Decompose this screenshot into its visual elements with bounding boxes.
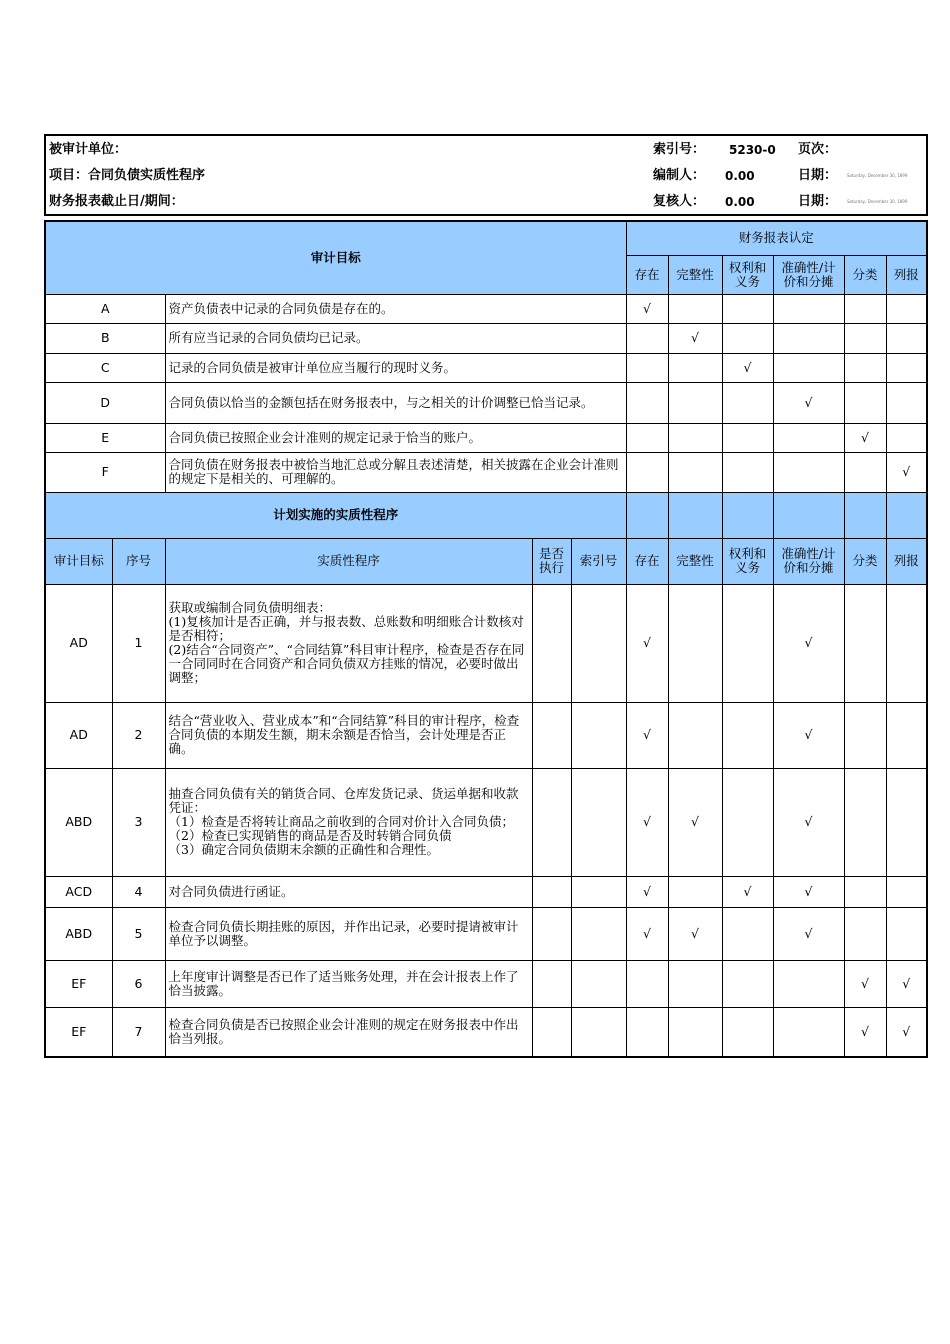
check-mark bbox=[886, 294, 927, 323]
procedure-line: 对合同负债进行函证。 bbox=[168, 883, 294, 899]
check-mark: √ bbox=[773, 768, 844, 876]
check-mark bbox=[886, 353, 927, 382]
objective-text: 合同负债在财务报表中被恰当地汇总或分解且表述清楚，相关披露在企业会计准则的规定下是相关的、可理解的。 bbox=[165, 452, 626, 492]
executed-cell bbox=[532, 907, 571, 960]
procedure-seq: 3 bbox=[112, 768, 165, 876]
check-mark bbox=[722, 1007, 773, 1057]
objective-text: 合同负债已按照企业会计准则的规定记录于恰当的账户。 bbox=[165, 423, 626, 452]
check-mark bbox=[844, 768, 886, 876]
procedures-title: 计划实施的实质性程序 bbox=[45, 492, 626, 538]
assertion-header: 存在 bbox=[626, 255, 668, 294]
column-header: 索引号 bbox=[571, 538, 626, 584]
procedure-row bbox=[45, 960, 927, 1007]
assertion-header: 分类 bbox=[844, 255, 886, 294]
check-mark: √ bbox=[626, 584, 668, 702]
procedures-header-row bbox=[45, 538, 927, 584]
assertion-header: 权利和义务 bbox=[722, 538, 773, 584]
check-mark bbox=[668, 353, 722, 382]
objective-code: B bbox=[45, 323, 165, 353]
procedure-row bbox=[45, 768, 927, 876]
assertion-header: 列报 bbox=[886, 538, 927, 584]
procedure-objective: AD bbox=[45, 702, 112, 768]
index-cell bbox=[571, 960, 626, 1007]
procedure-objective: ABD bbox=[45, 768, 112, 876]
check-mark: √ bbox=[626, 294, 668, 323]
blank-header-cell bbox=[886, 492, 927, 538]
auditee-label: 被审计单位： bbox=[49, 142, 128, 157]
objective-row bbox=[45, 452, 927, 492]
check-mark bbox=[886, 702, 927, 768]
check-mark bbox=[722, 907, 773, 960]
check-mark: √ bbox=[844, 960, 886, 1007]
date-label-1: 日期： bbox=[798, 168, 838, 183]
check-mark bbox=[844, 452, 886, 492]
check-mark bbox=[668, 294, 722, 323]
procedure-line: 抽查合同负债有关的销货合同、仓库发货记录、货运单据和收款凭证： bbox=[168, 786, 519, 815]
blank-header-cell bbox=[773, 492, 844, 538]
procedure-text bbox=[165, 702, 532, 768]
check-mark bbox=[773, 960, 844, 1007]
procedure-text bbox=[165, 876, 532, 907]
procedure-line: 获取或编制合同负债明细表： bbox=[168, 600, 332, 615]
objective-text: 资产负债表中记录的合同负债是存在的。 bbox=[165, 294, 626, 323]
procedure-seq: 1 bbox=[112, 584, 165, 702]
procedure-row bbox=[45, 702, 927, 768]
check-mark: √ bbox=[626, 876, 668, 907]
check-mark bbox=[773, 353, 844, 382]
check-mark bbox=[722, 702, 773, 768]
blank-header-cell bbox=[626, 492, 668, 538]
check-mark bbox=[626, 423, 668, 452]
index-cell bbox=[571, 1007, 626, 1057]
project-label: 项目：合同负债实质性程序 bbox=[49, 168, 206, 183]
assertion-group-title: 财务报表认定 bbox=[626, 221, 927, 255]
check-mark bbox=[886, 584, 927, 702]
procedure-row bbox=[45, 584, 927, 702]
procedure-objective: EF bbox=[45, 1007, 112, 1057]
check-mark bbox=[722, 423, 773, 452]
procedure-objective: ABD bbox=[45, 907, 112, 960]
audit-table bbox=[44, 220, 928, 1058]
executed-cell bbox=[532, 876, 571, 907]
check-mark bbox=[886, 768, 927, 876]
check-mark bbox=[626, 382, 668, 423]
index-cell bbox=[571, 768, 626, 876]
objective-row bbox=[45, 423, 927, 452]
objective-code: D bbox=[45, 382, 165, 423]
objective-text: 所有应当记录的合同负债均已记录。 bbox=[165, 323, 626, 353]
check-mark: √ bbox=[773, 907, 844, 960]
procedure-seq: 6 bbox=[112, 960, 165, 1007]
objective-code: F bbox=[45, 452, 165, 492]
procedure-text bbox=[165, 960, 532, 1007]
procedures-title-row bbox=[45, 492, 927, 538]
check-mark bbox=[722, 323, 773, 353]
check-mark bbox=[626, 960, 668, 1007]
executed-cell bbox=[532, 584, 571, 702]
procedure-text bbox=[165, 768, 532, 876]
check-mark: √ bbox=[668, 907, 722, 960]
procedure-text bbox=[165, 1007, 532, 1057]
check-mark: √ bbox=[722, 876, 773, 907]
assertion-header: 列报 bbox=[886, 255, 927, 294]
procedure-seq: 5 bbox=[112, 907, 165, 960]
date-value-2: Saturday, December 30, 1899 bbox=[847, 199, 908, 204]
procedure-objective: AD bbox=[45, 584, 112, 702]
check-mark: √ bbox=[844, 1007, 886, 1057]
check-mark bbox=[668, 702, 722, 768]
column-header: 是否执行 bbox=[532, 538, 571, 584]
objective-code: A bbox=[45, 294, 165, 323]
blank-header-cell bbox=[844, 492, 886, 538]
objective-row bbox=[45, 294, 927, 323]
objective-row bbox=[45, 353, 927, 382]
column-header: 序号 bbox=[112, 538, 165, 584]
check-mark: √ bbox=[668, 323, 722, 353]
check-mark bbox=[626, 452, 668, 492]
check-mark bbox=[722, 452, 773, 492]
objective-row bbox=[45, 382, 927, 423]
check-mark: √ bbox=[626, 768, 668, 876]
header-row-2 bbox=[46, 163, 926, 189]
objectives-header-row bbox=[45, 221, 927, 255]
preparer-value: 0.00 bbox=[725, 169, 755, 183]
executed-cell bbox=[532, 1007, 571, 1057]
assertion-header: 存在 bbox=[626, 538, 668, 584]
period-label: 财务报表截止日/期间： bbox=[49, 194, 184, 209]
check-mark bbox=[668, 1007, 722, 1057]
procedure-text bbox=[165, 584, 532, 702]
objective-text: 记录的合同负债是被审计单位应当履行的现时义务。 bbox=[165, 353, 626, 382]
check-mark: √ bbox=[626, 907, 668, 960]
assertion-header: 准确性/计价和分摊 bbox=[773, 255, 844, 294]
procedure-line: (2)结合“合同资产”、“合同结算”科目审计程序，检查是否存在同一合同同时在合同资产和合同负债双方挂账的情况，必要时做出调整； bbox=[168, 642, 525, 685]
header-row-1 bbox=[46, 137, 926, 163]
check-mark: √ bbox=[886, 452, 927, 492]
check-mark bbox=[626, 353, 668, 382]
assertion-header: 准确性/计价和分摊 bbox=[773, 538, 844, 584]
date-value-1: Saturday, December 30, 1899 bbox=[847, 173, 908, 178]
procedure-line: 结合“营业收入、营业成本”和“合同结算”科目的审计程序，检查合同负债的本期发生额，期末余额是否恰当，会计处理是否正确。 bbox=[168, 713, 520, 756]
check-mark bbox=[626, 1007, 668, 1057]
check-mark: √ bbox=[668, 768, 722, 876]
column-header: 审计目标 bbox=[45, 538, 112, 584]
check-mark: √ bbox=[773, 702, 844, 768]
executed-cell bbox=[532, 768, 571, 876]
executed-cell bbox=[532, 960, 571, 1007]
procedure-seq: 7 bbox=[112, 1007, 165, 1057]
assertion-header: 完整性 bbox=[668, 538, 722, 584]
objective-row bbox=[45, 323, 927, 353]
check-mark bbox=[886, 423, 927, 452]
check-mark bbox=[722, 960, 773, 1007]
procedure-seq: 4 bbox=[112, 876, 165, 907]
objective-code: C bbox=[45, 353, 165, 382]
index-value: 5230-0 bbox=[729, 143, 776, 157]
check-mark bbox=[668, 876, 722, 907]
check-mark bbox=[844, 907, 886, 960]
check-mark: √ bbox=[886, 960, 927, 1007]
check-mark bbox=[886, 876, 927, 907]
procedure-line: （1）检查是否将转让商品之前收到的合同对价计入合同负债； bbox=[168, 814, 514, 829]
index-cell bbox=[571, 876, 626, 907]
check-mark bbox=[773, 423, 844, 452]
procedure-line: （3）确定合同负债期末余额的正确性和合理性。 bbox=[168, 842, 439, 857]
header-box bbox=[44, 134, 928, 216]
index-cell bbox=[571, 702, 626, 768]
check-mark bbox=[886, 907, 927, 960]
column-header: 实质性程序 bbox=[165, 538, 532, 584]
procedure-line: (1)复核加计是否正确，并与报表数、总账数和明细账合计数核对是否相符； bbox=[168, 614, 524, 643]
procedure-row bbox=[45, 907, 927, 960]
procedure-objective: EF bbox=[45, 960, 112, 1007]
check-mark bbox=[626, 323, 668, 353]
blank-header-cell bbox=[668, 492, 722, 538]
check-mark: √ bbox=[773, 584, 844, 702]
assertion-header: 分类 bbox=[844, 538, 886, 584]
check-mark: √ bbox=[844, 423, 886, 452]
check-mark: √ bbox=[773, 382, 844, 423]
procedure-row bbox=[45, 1007, 927, 1057]
check-mark bbox=[773, 323, 844, 353]
page-label: 页次： bbox=[798, 142, 838, 157]
index-cell bbox=[571, 584, 626, 702]
objective-text: 合同负债以恰当的金额包括在财务报表中，与之相关的计价调整已恰当记录。 bbox=[165, 382, 626, 423]
check-mark bbox=[668, 452, 722, 492]
check-mark bbox=[886, 382, 927, 423]
procedure-line: 上年度审计调整是否已作了适当账务处理，并在会计报表上作了恰当披露。 bbox=[168, 968, 519, 998]
assertion-header: 权利和义务 bbox=[722, 255, 773, 294]
check-mark: √ bbox=[722, 353, 773, 382]
index-label: 索引号： bbox=[653, 142, 706, 157]
check-mark: √ bbox=[886, 1007, 927, 1057]
procedure-text bbox=[165, 907, 532, 960]
assertion-header: 完整性 bbox=[668, 255, 722, 294]
check-mark bbox=[722, 768, 773, 876]
check-mark bbox=[886, 323, 927, 353]
executed-cell bbox=[532, 702, 571, 768]
header-row-3 bbox=[46, 189, 926, 215]
check-mark bbox=[844, 876, 886, 907]
procedure-row bbox=[45, 876, 927, 907]
procedure-line: 检查合同负债是否已按照企业会计准则的规定在财务报表中作出恰当列报。 bbox=[168, 1016, 519, 1046]
check-mark bbox=[773, 452, 844, 492]
procedure-line: （2）检查已实现销售的商品是否及时转销合同负债 bbox=[168, 828, 452, 843]
reviewer-value: 0.00 bbox=[725, 195, 755, 209]
check-mark bbox=[722, 294, 773, 323]
check-mark bbox=[668, 960, 722, 1007]
objective-code: E bbox=[45, 423, 165, 452]
check-mark bbox=[844, 702, 886, 768]
procedure-seq: 2 bbox=[112, 702, 165, 768]
check-mark bbox=[722, 382, 773, 423]
check-mark: √ bbox=[773, 876, 844, 907]
check-mark bbox=[668, 382, 722, 423]
procedure-line: 检查合同负债长期挂账的原因，并作出记录，必要时提请被审计单位予以调整。 bbox=[168, 918, 519, 948]
preparer-label: 编制人： bbox=[653, 168, 706, 183]
check-mark bbox=[844, 294, 886, 323]
check-mark bbox=[668, 584, 722, 702]
check-mark bbox=[844, 584, 886, 702]
check-mark bbox=[668, 423, 722, 452]
blank-header-cell bbox=[722, 492, 773, 538]
check-mark bbox=[722, 584, 773, 702]
reviewer-label: 复核人： bbox=[653, 194, 706, 209]
check-mark bbox=[773, 294, 844, 323]
objectives-title: 审计目标 bbox=[45, 221, 626, 294]
check-mark bbox=[773, 1007, 844, 1057]
check-mark: √ bbox=[626, 702, 668, 768]
check-mark bbox=[844, 323, 886, 353]
procedure-objective: ACD bbox=[45, 876, 112, 907]
index-cell bbox=[571, 907, 626, 960]
check-mark bbox=[844, 353, 886, 382]
date-label-2: 日期： bbox=[798, 194, 838, 209]
check-mark bbox=[844, 382, 886, 423]
